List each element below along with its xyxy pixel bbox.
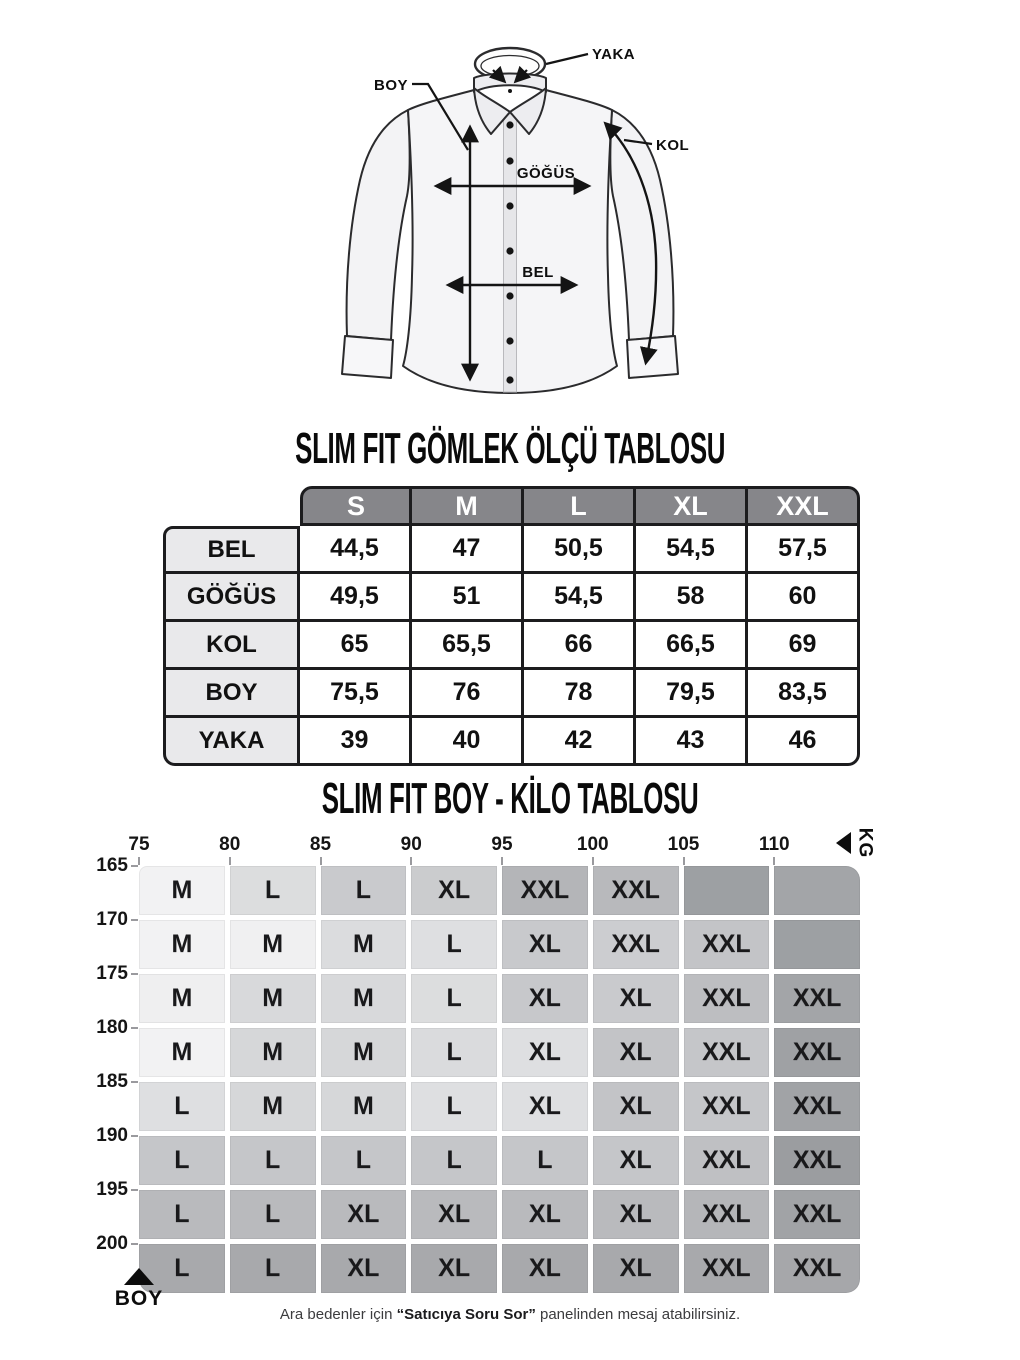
size-value: 75,5 [300, 670, 412, 718]
fit-cell: M [230, 974, 316, 1023]
size-value: 66 [524, 622, 636, 670]
size-value: 44,5 [300, 526, 412, 574]
size-value: 58 [636, 574, 748, 622]
size-value: 78 [524, 670, 636, 718]
boy-tick-label: 200 [96, 1233, 128, 1254]
fit-cell: XL [593, 1136, 679, 1185]
kg-tick-mark [501, 857, 503, 865]
size-value: 42 [524, 718, 636, 766]
boy-tick-label: 170 [96, 909, 128, 930]
fit-cell: XXL [593, 866, 679, 915]
size-value: 79,5 [636, 670, 748, 718]
kg-tick-label: 95 [491, 834, 513, 855]
fit-cell: L [502, 1136, 588, 1185]
fit-cell: XL [593, 1028, 679, 1077]
fit-grid [139, 866, 860, 1293]
fit-cell: XL [593, 1190, 679, 1239]
fit-cell: XL [502, 1028, 588, 1077]
size-value: 65,5 [412, 622, 524, 670]
kg-arrow-icon [836, 832, 851, 854]
boy-tick-mark [131, 865, 138, 867]
gogus-label: GÖĞÜS [516, 165, 576, 182]
fit-cell: M [321, 1082, 407, 1131]
fit-cell: XL [502, 1082, 588, 1131]
size-table-title: SLIM FIT GÖMLEK ÖLÇÜ TABLOSU [294, 424, 725, 473]
fit-cell: L [139, 1136, 225, 1185]
fit-matrix [0, 827, 1020, 1350]
fit-cell: M [230, 1028, 316, 1077]
fit-cell: XXL [684, 974, 770, 1023]
boy-tick-label: 195 [96, 1179, 128, 1200]
size-table-corner [163, 478, 300, 526]
footer-note [0, 1306, 1020, 1323]
size-value: 57,5 [748, 526, 860, 574]
fit-cell: XL [411, 1190, 497, 1239]
fit-cell: L [411, 1082, 497, 1131]
size-value: 65 [300, 622, 412, 670]
fit-cell: XL [593, 974, 679, 1023]
shirt-illustration [300, 26, 720, 430]
size-value: 69 [748, 622, 860, 670]
fit-cell: M [321, 920, 407, 969]
fit-cell: L [139, 1244, 225, 1293]
size-value: 83,5 [748, 670, 860, 718]
bel-label: BEL [522, 264, 554, 281]
size-column-header: L [524, 486, 636, 526]
boy-tick-mark [131, 1081, 138, 1083]
boy-tick-label: 190 [96, 1125, 128, 1146]
fit-cell: M [139, 920, 225, 969]
boy-arrow-icon [124, 1268, 154, 1285]
fit-cell: XL [502, 920, 588, 969]
fit-cell: XXL [774, 1082, 860, 1131]
fit-cell: M [321, 974, 407, 1023]
fit-cell: L [230, 866, 316, 915]
fit-cell: XXL [774, 1244, 860, 1293]
size-column-header: XXL [748, 486, 860, 526]
boy-tick-mark [131, 1135, 138, 1137]
fit-cell: L [321, 866, 407, 915]
shirt-diagram [300, 26, 720, 430]
size-value: 54,5 [524, 574, 636, 622]
kg-tick-label: 90 [400, 834, 422, 855]
size-value: 76 [412, 670, 524, 718]
fit-cell: M [139, 1028, 225, 1077]
size-value: 40 [412, 718, 524, 766]
boy-tick-label: 180 [96, 1017, 128, 1038]
fit-cell: XXL [684, 920, 770, 969]
boy-tick-mark [131, 919, 138, 921]
size-value: 39 [300, 718, 412, 766]
kg-tick-label: 100 [576, 834, 609, 855]
fit-cell: XL [502, 974, 588, 1023]
yaka-label: YAKA [592, 46, 636, 63]
fit-cell [774, 866, 860, 915]
fit-cell: XXL [684, 1082, 770, 1131]
boy-axis-marker [110, 1268, 168, 1311]
fit-cell: XL [593, 1082, 679, 1131]
size-value: 51 [412, 574, 524, 622]
fit-cell: XXL [774, 974, 860, 1023]
kg-axis-label: KG [854, 827, 876, 859]
kg-tick-mark [683, 857, 685, 865]
kg-tick-mark [320, 857, 322, 865]
kg-tick-label: 110 [758, 834, 790, 855]
boy-tick-label: 185 [96, 1071, 128, 1092]
size-value: 66,5 [636, 622, 748, 670]
size-value: 46 [748, 718, 860, 766]
kg-tick-label: 80 [219, 834, 241, 855]
fit-cell: XXL [502, 866, 588, 915]
boy-tick-label: 165 [96, 855, 128, 876]
fit-cell: L [230, 1244, 316, 1293]
size-value: 60 [748, 574, 860, 622]
kg-axis-marker [836, 827, 880, 859]
fit-cell: L [139, 1190, 225, 1239]
fit-table-title: SLIM FIT BOY - KİLO TABLOSU [321, 774, 699, 823]
fit-cell [774, 920, 860, 969]
footer-suffix: panelinden mesaj atabilirsiniz. [535, 1306, 741, 1323]
fit-cell: L [230, 1190, 316, 1239]
boy-tick-label: 175 [96, 963, 128, 984]
size-column-header: M [412, 486, 524, 526]
fit-cell [684, 866, 770, 915]
fit-cell: XXL [684, 1244, 770, 1293]
size-value: 43 [636, 718, 748, 766]
size-row-label: GÖĞÜS [163, 574, 300, 622]
footer-bold: “Satıcıya Soru Sor” [396, 1306, 536, 1323]
fit-cell: XXL [684, 1190, 770, 1239]
kg-tick-mark [773, 857, 775, 865]
size-row-label: BEL [163, 526, 300, 574]
kg-tick-label: 105 [667, 834, 700, 855]
fit-cell: L [321, 1136, 407, 1185]
kg-tick-label: 85 [309, 834, 332, 855]
fit-cell: L [230, 1136, 316, 1185]
fit-cell: L [411, 920, 497, 969]
fit-cell: XL [321, 1190, 407, 1239]
fit-cell: M [139, 866, 225, 915]
size-value: 47 [412, 526, 524, 574]
fit-cell: XL [411, 1244, 497, 1293]
size-row-label: KOL [163, 622, 300, 670]
fit-cell: XXL [593, 920, 679, 969]
fit-cell: XL [321, 1244, 407, 1293]
size-value: 49,5 [300, 574, 412, 622]
fit-cell: M [321, 1028, 407, 1077]
size-value: 54,5 [636, 526, 748, 574]
fit-cell: XL [502, 1190, 588, 1239]
fit-cell: XL [411, 866, 497, 915]
size-value: 50,5 [524, 526, 636, 574]
kg-tick-mark [138, 857, 140, 865]
kg-tick-label: 75 [128, 834, 150, 855]
fit-cell: XXL [684, 1136, 770, 1185]
kol-label: KOL [656, 137, 690, 154]
boy-tick-mark [131, 1027, 138, 1029]
fit-cell: XL [593, 1244, 679, 1293]
fit-cell: L [411, 1028, 497, 1077]
boy-tick-mark [131, 1189, 138, 1191]
boy-label: BOY [373, 77, 408, 94]
fit-cell: L [139, 1082, 225, 1131]
size-column-header: S [300, 486, 412, 526]
size-row-label: YAKA [163, 718, 300, 766]
boy-tick-mark [131, 1243, 138, 1245]
size-table [163, 478, 860, 766]
fit-cell: XXL [774, 1136, 860, 1185]
fit-cell: L [411, 1136, 497, 1185]
fit-cell: XL [502, 1244, 588, 1293]
boy-axis-label: BOY [114, 1287, 164, 1310]
fit-cell: XXL [774, 1028, 860, 1077]
fit-cell: L [411, 974, 497, 1023]
fit-cell: M [230, 920, 316, 969]
kg-tick-mark [229, 857, 231, 865]
footer-prefix: Ara bedenler için [279, 1306, 397, 1323]
fit-cell: XXL [774, 1190, 860, 1239]
fit-cell: M [139, 974, 225, 1023]
kg-tick-mark [410, 857, 412, 865]
boy-tick-mark [131, 973, 138, 975]
size-row-label: BOY [163, 670, 300, 718]
size-column-header: XL [636, 486, 748, 526]
fit-cell: XXL [684, 1028, 770, 1077]
kg-tick-mark [592, 857, 594, 865]
fit-cell: M [230, 1082, 316, 1131]
